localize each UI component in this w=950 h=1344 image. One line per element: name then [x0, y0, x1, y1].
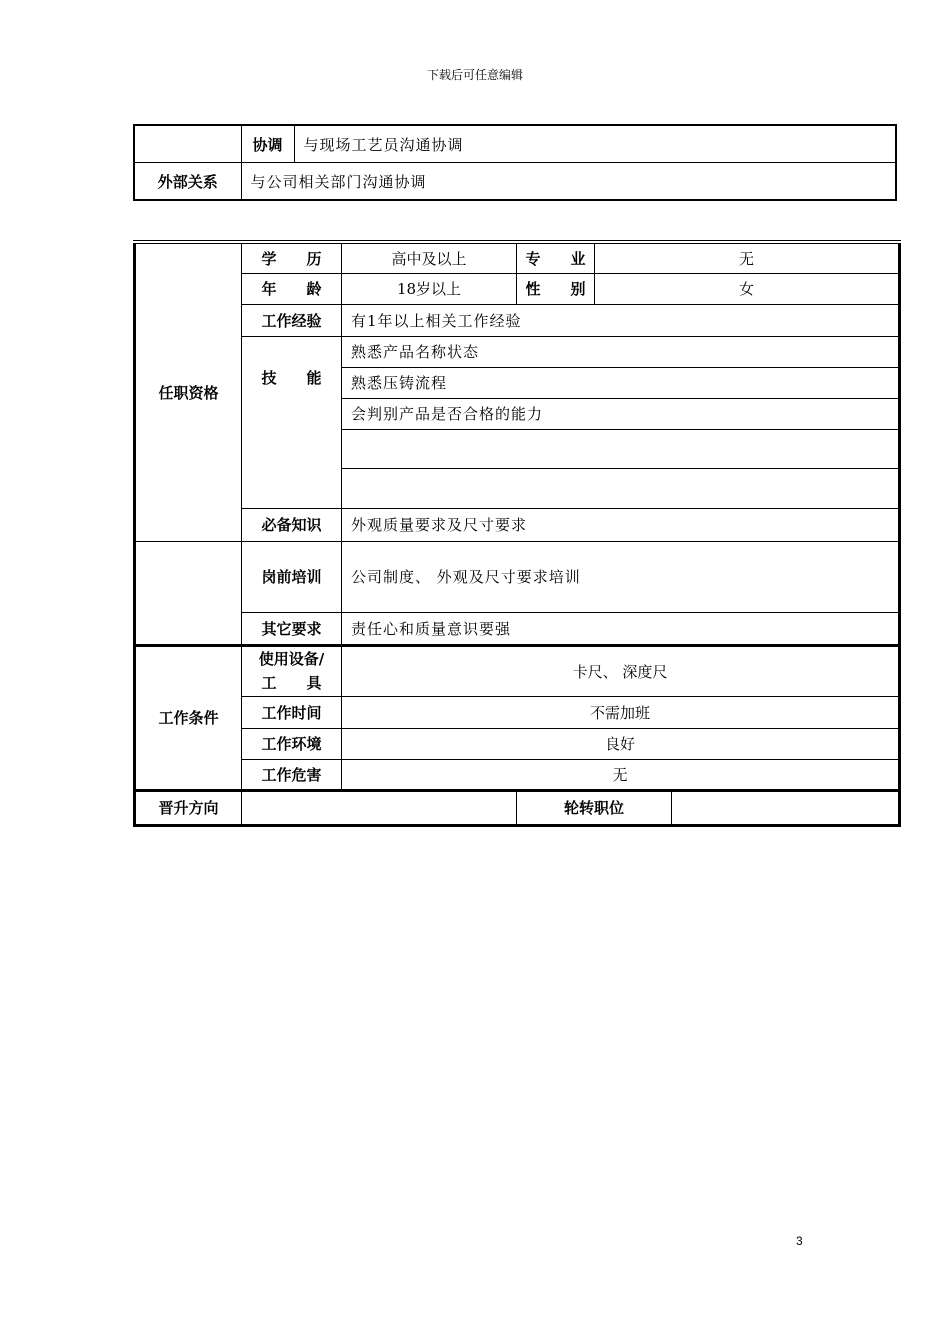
table-row — [135, 508, 900, 541]
table-row — [135, 728, 900, 759]
work-time-value: 不需加班 — [342, 696, 900, 728]
table-row — [135, 645, 900, 696]
equipment-label-line1: 使用设备/ — [258, 650, 325, 668]
header-note: 下载后可任意编辑 — [426, 68, 523, 82]
environment-label: 工作环境 — [242, 728, 342, 759]
promotion-label: 晋升方向 — [135, 790, 242, 825]
coordinate-label: 协调 — [241, 125, 294, 163]
table-row — [134, 163, 896, 201]
experience-label: 工作经验 — [242, 304, 342, 336]
external-relations-label: 外部关系 — [134, 163, 241, 201]
training-value: 公司制度、 外观及尺寸要求培训 — [342, 541, 900, 612]
page-number: 3 — [796, 1234, 803, 1248]
coordinate-value: 与现场工艺员沟通协调 — [294, 125, 896, 163]
table-row — [135, 304, 900, 336]
table-row — [135, 790, 900, 825]
relations-table — [133, 124, 897, 201]
equipment-label-line2: 工 具 — [261, 674, 322, 692]
blank-cell — [134, 125, 241, 163]
knowledge-value: 外观质量要求及尺寸要求 — [342, 508, 900, 541]
training-label: 岗前培训 — [242, 541, 342, 612]
table-row — [135, 612, 900, 645]
education-value: 高中及以上 — [342, 242, 517, 273]
rotation-value — [672, 790, 900, 825]
gender-label: 性 别 — [517, 273, 595, 304]
experience-value: 有1年以上相关工作经验 — [342, 304, 900, 336]
table-row — [135, 759, 900, 790]
environment-value: 良好 — [342, 728, 900, 759]
qualifications-table — [133, 240, 901, 827]
skill-item — [342, 468, 900, 508]
table-row — [134, 125, 896, 163]
age-value: 18岁以上 — [342, 273, 517, 304]
blank-cell — [135, 612, 242, 645]
knowledge-label: 必备知识 — [242, 508, 342, 541]
blank-cell — [135, 541, 242, 612]
table-row — [135, 336, 900, 367]
external-relations-value: 与公司相关部门沟通协调 — [241, 163, 896, 201]
table-row — [135, 696, 900, 728]
age-label: 年 龄 — [242, 273, 342, 304]
table-row — [135, 273, 900, 304]
conditions-section-label: 工作条件 — [135, 645, 242, 790]
other-requirements-label: 其它要求 — [242, 612, 342, 645]
work-time-label: 工作时间 — [242, 696, 342, 728]
hazard-value: 无 — [342, 759, 900, 790]
skill-item: 熟悉压铸流程 — [342, 367, 900, 398]
rotation-label: 轮转职位 — [517, 790, 672, 825]
major-label: 专 业 — [517, 242, 595, 273]
skill-item: 会判别产品是否合格的能力 — [342, 398, 900, 429]
equipment-value: 卡尺、 深度尺 — [342, 645, 900, 696]
skill-item — [342, 429, 900, 468]
hazard-label: 工作危害 — [242, 759, 342, 790]
skill-item: 熟悉产品名称状态 — [342, 336, 900, 367]
other-requirements-value: 责任心和质量意识要强 — [342, 612, 900, 645]
promotion-value — [242, 790, 517, 825]
equipment-label — [242, 645, 342, 696]
table-row — [135, 242, 900, 273]
skills-label: 技 能 — [242, 336, 342, 508]
gender-value: 女 — [595, 273, 900, 304]
table-row — [135, 541, 900, 612]
qualifications-section-label: 任职资格 — [135, 242, 242, 541]
major-value: 无 — [595, 242, 900, 273]
education-label: 学 历 — [242, 242, 342, 273]
